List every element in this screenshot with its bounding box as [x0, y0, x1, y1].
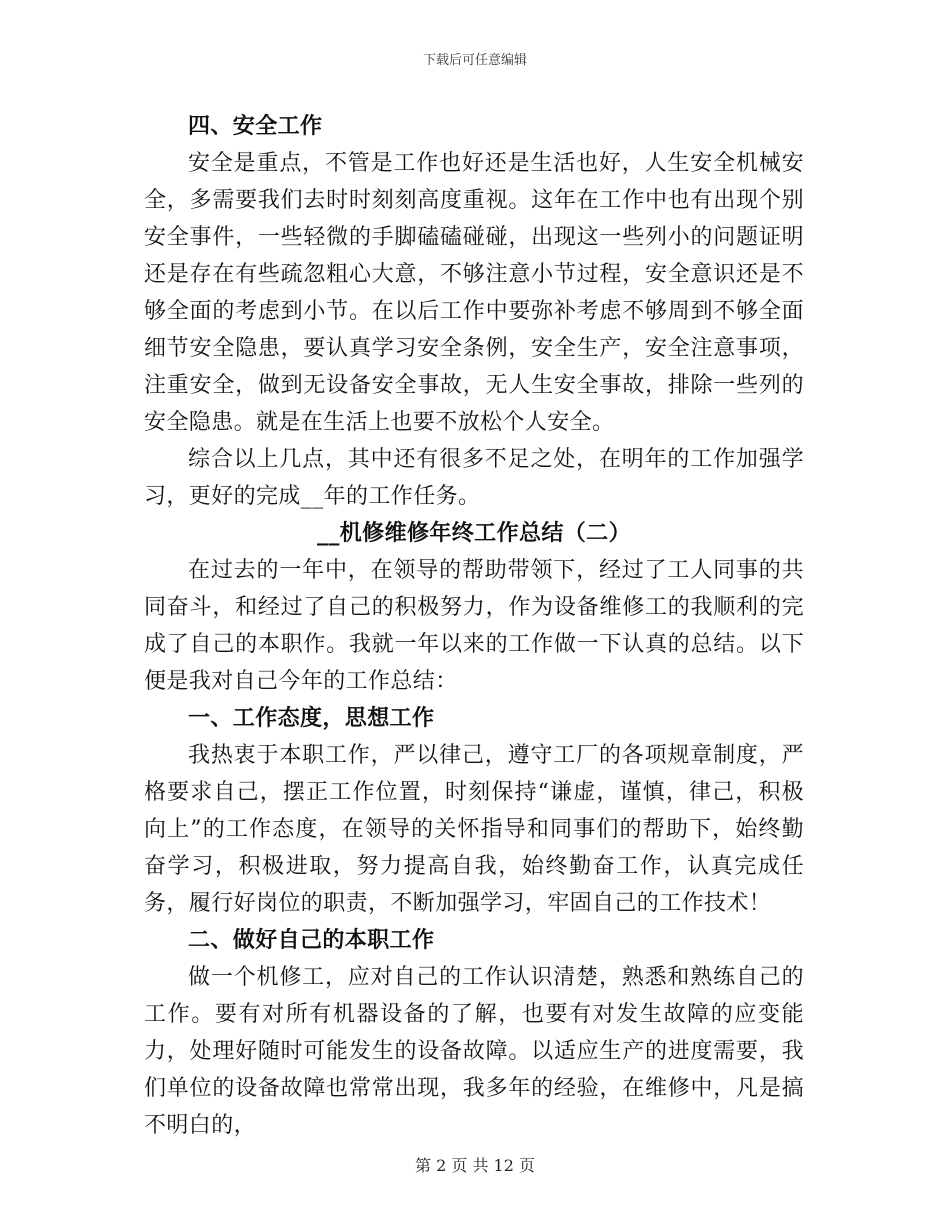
- section-heading-duty: 二、做好自己的本职工作: [188, 928, 435, 953]
- section-heading-attitude: 一、工作态度，思想工作: [188, 706, 435, 731]
- paragraph-attitude: 我热衷于本职工作，严以律己，遵守工厂的各项规章制度，严格要求自己，摆正工作位置，时刻保持“谦虚，谨慎，律己，积极向上”的工作态度，在领导的关怀指导和同事们的帮助下，始终勤奋学习，积极进取，努力提高自我，始终勤奋工作，认真完成任务，履行好岗位的职责，不断加强学习，牢固自己的工作技术！: [144, 743, 804, 916]
- page-number: 第 2 页 共 12 页: [415, 1156, 535, 1175]
- document-body: [144, 108, 804, 1144]
- article-title: __机修维修年终工作总结（二）: [316, 521, 631, 546]
- page-header: 下载后可任意编辑: [422, 53, 527, 68]
- paragraph-intro: 在过去的一年中，在领导的帮助带领下，经过了工人同事的共同奋斗，和经过了自己的积极努力，作为设备维修工的我顺利的完成了自己的本职作。我就一年以来的工作做一下认真的总结。以下便是我对自己今年的工作总结：: [144, 558, 804, 694]
- paragraph-summary: 综合以上几点，其中还有很多不足之处，在明年的工作加强学习，更好的完成__年的工作任务。: [144, 447, 804, 509]
- section-heading-safety: 四、安全工作: [188, 114, 323, 139]
- paragraph-safety: 安全是重点，不管是工作也好还是生活也好，人生安全机械安全，多需要我们去时时刻刻高度重视。这年在工作中也有出现个别安全事件，一些轻微的手脚磕磕碰碰，出现这一些列小的问题证明还是存在有些疏忽粗心大意，不够注意小节过程，安全意识还是不够全面的考虑到小节。在以后工作中要弥补考虑不够周到不够全面细节安全隐患，要认真学习安全条例，安全生产，安全注意事项，注重安全，做到无设备安全事故，无人生安全事故，排除一些列的安全隐患。就是在生活上也要不放松个人安全。: [144, 151, 804, 435]
- paragraph-duty: 做一个机修工，应对自己的工作认识清楚，熟悉和熟练自己的工作。要有对所有机器设备的了解，也要有对发生故障的应变能力，处理好随时可能发生的设备故障。以适应生产的进度需要，我们单位的设备故障也常常出现，我多年的经验，在维修中，凡是搞不明白的，: [144, 965, 804, 1138]
